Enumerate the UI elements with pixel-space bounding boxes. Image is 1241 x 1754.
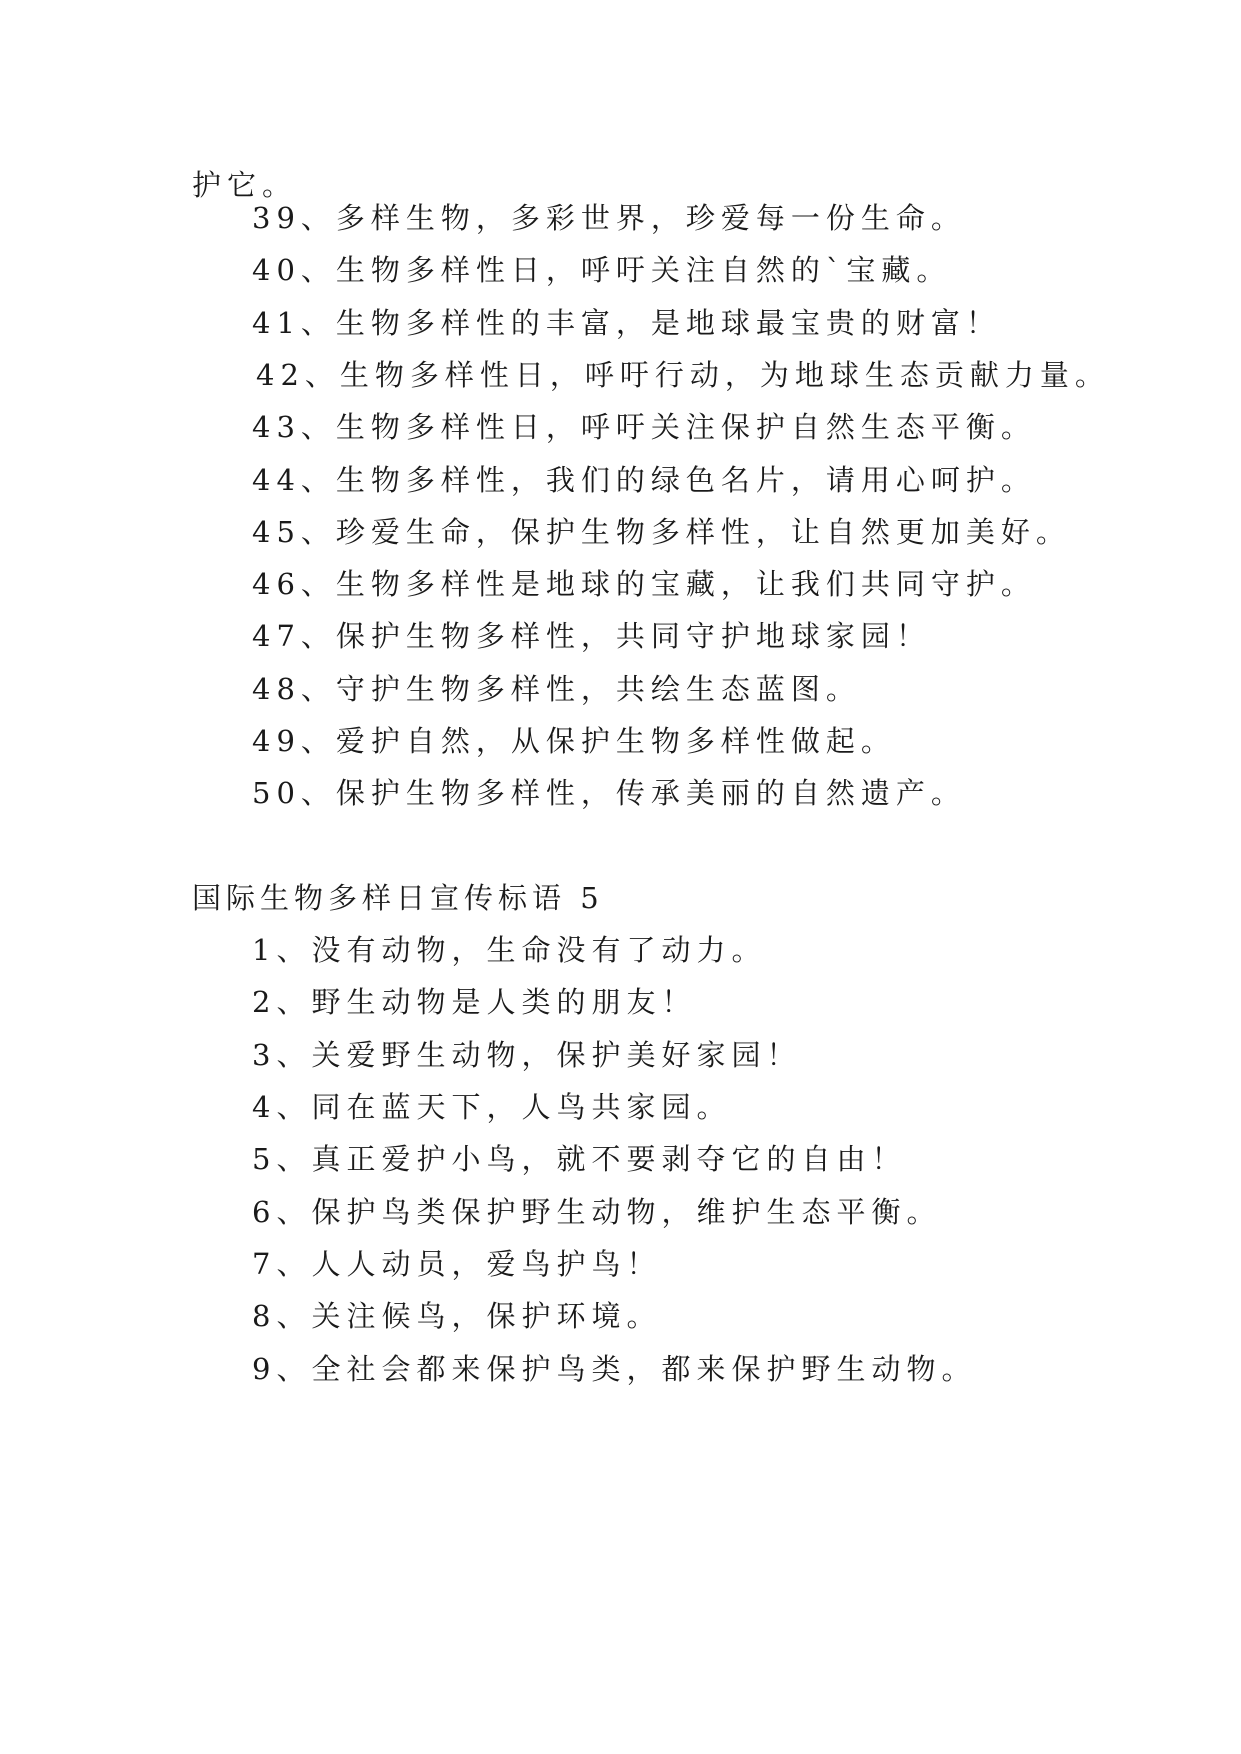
list-item: 48、守护生物多样性，共绘生态蓝图。 xyxy=(252,672,861,706)
list-item: 41、生物多样性的丰富，是地球最宝贵的财富！ xyxy=(252,306,1001,340)
list-item: 5、真正爱护小鸟，就不要剥夺它的自由！ xyxy=(252,1142,907,1176)
list-item: 49、爱护自然，从保护生物多样性做起。 xyxy=(252,724,896,758)
list-item: 44、生物多样性，我们的绿色名片，请用心呵护。 xyxy=(252,463,1036,497)
list-item: 39、多样生物，多彩世界，珍爱每一份生命。 xyxy=(252,201,966,235)
continuation-text: 护它。 xyxy=(192,168,298,202)
list-item: 42、生物多样性日，呼吁行动，为地球生态贡献力量。 xyxy=(256,358,1110,392)
list-item: 47、保护生物多样性，共同守护地球家园！ xyxy=(252,619,931,653)
list-item: 6、保护鸟类保护野生动物，维护生态平衡。 xyxy=(252,1195,942,1229)
list-item: 50、保护生物多样性，传承美丽的自然遗产。 xyxy=(252,776,966,810)
list-item: 8、关注候鸟，保护环境。 xyxy=(252,1299,662,1333)
list-item: 45、珍爱生命，保护生物多样性，让自然更加美好。 xyxy=(252,515,1071,549)
list-item: 40、生物多样性日，呼吁关注自然的`宝藏。 xyxy=(252,253,952,287)
list-item: 2、野生动物是人类的朋友！ xyxy=(252,985,697,1019)
list-item: 1、没有动物，生命没有了动力。 xyxy=(252,933,767,967)
list-item: 7、人人动员，爱鸟护鸟！ xyxy=(252,1247,662,1281)
list-item: 4、同在蓝天下，人鸟共家园。 xyxy=(252,1090,732,1124)
list-item: 43、生物多样性日，呼吁关注保护自然生态平衡。 xyxy=(252,410,1036,444)
list-item: 3、关爱野生动物，保护美好家园！ xyxy=(252,1038,802,1072)
section-heading: 国际生物多样日宣传标语 5 xyxy=(192,881,604,915)
list-item: 9、全社会都来保护鸟类，都来保护野生动物。 xyxy=(252,1352,977,1386)
list-item: 46、生物多样性是地球的宝藏，让我们共同守护。 xyxy=(252,567,1036,601)
